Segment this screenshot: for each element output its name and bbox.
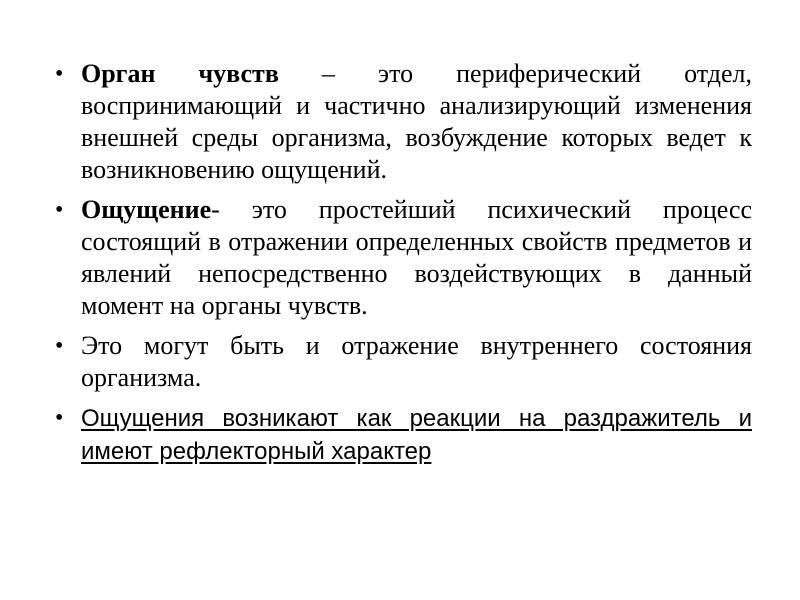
bullet-marker: • xyxy=(55,61,64,87)
bullet-marker: • xyxy=(55,333,64,359)
term-oshchushchenie: Ощущение xyxy=(81,195,212,224)
text-reflex-underlined: Ощущения возникают как реакции на раздражитель и имеют рефлекторный характер xyxy=(81,405,752,465)
definition-organ-chuvstv: – это периферический отдел, воспринимающий и частично анализирующий изменения внешней среды организма, возбуждение которых ведет к возникновению ощущений. xyxy=(81,59,752,184)
bullet-list xyxy=(55,58,752,468)
text-internal-state: Это могут быть и отражение внутреннего состояния организма. xyxy=(81,331,752,392)
bullet-reflex xyxy=(55,402,752,468)
bullet-marker: • xyxy=(55,405,64,431)
term-organ-chuvstv: Орган чувств xyxy=(81,59,279,88)
bullet-marker: • xyxy=(55,197,64,223)
definition-oshchushchenie: - это простейший психический процесс состоящий в отражении определенных свойств предметов и явлений непосредственно воздействующих в данный момент на органы чувств. xyxy=(81,195,752,320)
bullet-oshchushchenie xyxy=(55,194,752,322)
bullet-internal-state xyxy=(55,330,752,394)
bullet-organ-chuvstv xyxy=(55,58,752,186)
